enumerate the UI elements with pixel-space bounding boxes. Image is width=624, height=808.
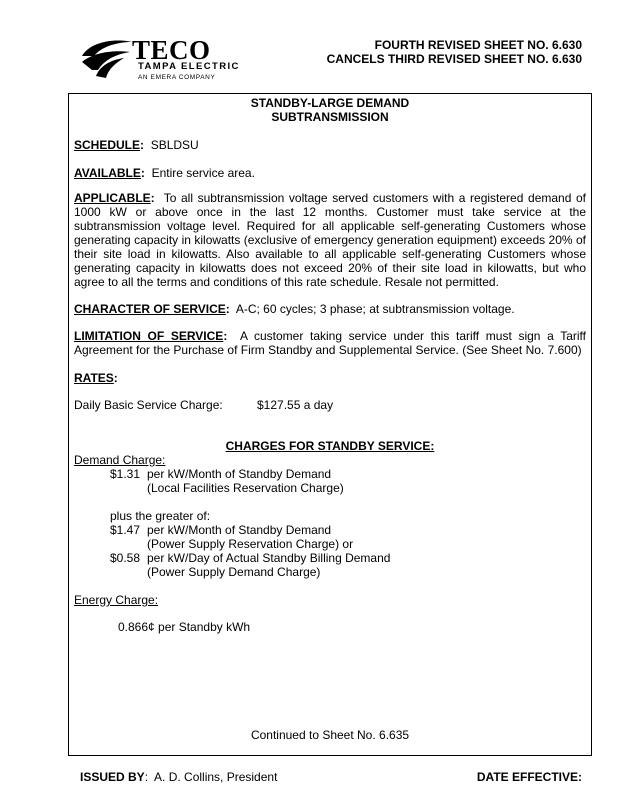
limitation-text: A customer taking service under this tariff must sign a Tariff Agreement for the Purchase of Firm Standby and Supplemental Service. (See Sheet No. 7.600) [74, 329, 587, 357]
schedule-label: SCHEDULE [74, 138, 141, 152]
energy-charge-value: 0.866¢ per Standby kWh [118, 620, 251, 634]
character-section: CHARACTER OF SERVICE: A-C; 60 cycles; 3 phase; at subtransmission voltage. [74, 302, 515, 316]
schedule-value: SBLDSU [150, 138, 199, 152]
schedule-section: SCHEDULE: SBLDSU [74, 138, 199, 152]
daily-basic-charge [74, 398, 586, 412]
available-label: AVAILABLE [74, 166, 141, 180]
title-line-1: STANDBY-LARGE DEMAND [250, 96, 410, 110]
teco-swoosh-icon [80, 36, 132, 84]
energy-charge-block [74, 593, 586, 634]
applicable-section: APPLICABLE: To all subtransmission voltage served customers with a registered demand of 1000 kW or above once in the last 12 months. Customer must take service at the subtransmission voltage level. Required for all applicable self-generating Customers whose generating capacity in kilowatts (exclusive of emergency generation equipment) exceeds 20% of their site load in kilowatts. Also available to all applicable self-generating Customers whose generating capacity in kilowatts does not exceed 20% of their site load in kilowatts, but who agree to all the terms and conditions of this rate schedule. Resale not permitted. [74, 191, 587, 289]
power-supply-note: (Power Supply Reservation Charge) or [147, 537, 354, 551]
limitation-section: LIMITATION OF SERVICE: A customer taking service under this tariff must sign a Tariff Agreement for the Purchase of Firm Standby and Supplemental Service. (See Sheet No. 7.600) [74, 329, 587, 357]
limitation-label: LIMITATION OF SERVICE [74, 329, 224, 343]
issued-by: ISSUED BY: A. D. Collins, President [80, 770, 278, 784]
character-label: CHARACTER OF SERVICE [74, 302, 226, 316]
daily-demand-note: (Power Supply Demand Charge) [147, 565, 321, 579]
power-supply-desc: per kW/Month of Standby Demand [147, 523, 332, 537]
document-body [74, 96, 587, 742]
daily-basic-label: Daily Basic Service Charge: [74, 398, 223, 412]
daily-demand-amount: $0.58 [110, 551, 141, 565]
local-facilities-note: (Local Facilities Reservation Charge) [147, 481, 344, 495]
sheet-number-header [327, 38, 582, 66]
applicable-label: APPLICABLE [74, 191, 151, 205]
energy-charge-label: Energy Charge: [74, 593, 159, 607]
local-facilities-amount: $1.31 [110, 467, 141, 481]
demand-charge-block [74, 453, 586, 579]
company-logo [80, 36, 255, 84]
available-section: AVAILABLE: Entire service area. [74, 166, 255, 180]
logo-name: TECO [132, 35, 211, 65]
issued-by-value: A. D. Collins, President [154, 770, 278, 784]
standby-heading: CHARGES FOR STANDBY SERVICE: [225, 439, 435, 453]
issued-by-label: ISSUED BY [80, 770, 145, 784]
title-line-2: SUBTRANSMISSION [271, 110, 389, 124]
cancels-sheet-line: CANCELS THIRD REVISED SHEET NO. 6.630 [326, 52, 582, 66]
power-supply-charges [110, 523, 586, 579]
applicable-text: To all subtransmission voltage served customers with a registered demand of 1000 kW or above once in the last 12 months. Customer must take service at the subtransmission voltage level. Required for all applicable self-generating Customers whose generating capacity in kilowatts (exclusive of emergency generation equipment) exceeds 20% of their site load in kilowatts. Also available to all applicable self-generating Customers whose generating capacity in kilowatts does not exceed 20% of their site load in kilowatts, but who agree to all the terms and conditions of this rate schedule. Resale not permitted. [74, 191, 587, 289]
rates-section: RATES: [74, 371, 118, 385]
logo-tagline: AN EMERA COMPANY [138, 74, 216, 81]
demand-charge-label: Demand Charge: [74, 453, 166, 467]
sheet-number-line: FOURTH REVISED SHEET NO. 6.630 [374, 38, 582, 52]
power-supply-amount: $1.47 [110, 523, 141, 537]
continued-note: Continued to Sheet No. 6.635 [250, 728, 410, 742]
document-title [74, 96, 586, 124]
daily-basic-value: $127.55 a day [257, 398, 334, 412]
rates-label: RATES [74, 371, 114, 385]
greater-of-label: plus the greater of: [110, 509, 211, 523]
local-facilities-desc: per kW/Month of Standby Demand [147, 467, 332, 481]
available-value: Entire service area. [151, 166, 255, 180]
date-effective: DATE EFFECTIVE: [476, 770, 582, 784]
character-value: A-C; 60 cycles; 3 phase; at subtransmission voltage. [235, 302, 515, 316]
local-facilities-charge [110, 467, 586, 495]
daily-demand-desc: per kW/Day of Actual Standby Billing Demand [147, 551, 391, 565]
logo-subtitle: TAMPA ELECTRIC [138, 61, 240, 72]
